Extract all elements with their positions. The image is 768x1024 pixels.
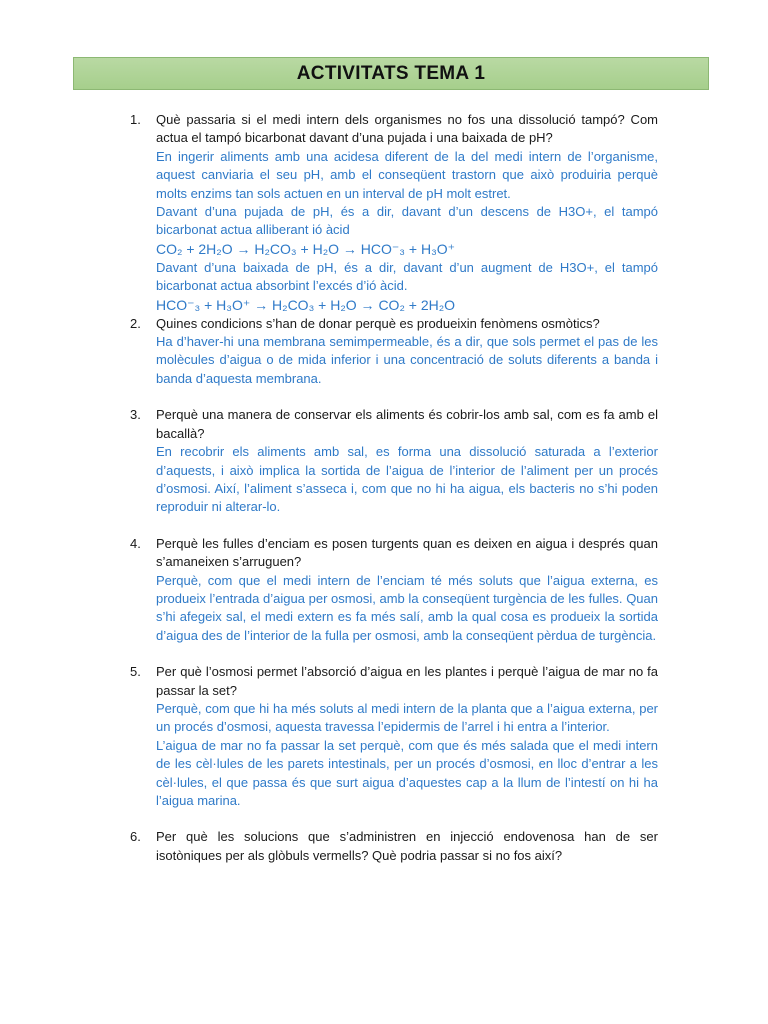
- questions-list: [130, 111, 658, 865]
- page-title: ACTIVITATS TEMA 1: [296, 62, 486, 84]
- answer-text: En ingerir aliments amb una acidesa diferent de la del medi intern de l’organisme, aquest canviaria el seu pH, amb el conseqüent trastorn que això produiria perquè molts enzims tan sols actuen en un interval de pH molt estret.: [156, 148, 658, 201]
- question-text: Per què les solucions que s’administren en injecció endovenosa han de ser isotòniques per als glòbuls vermells? Què podria passar si no fos així?: [156, 829, 658, 863]
- title-banner: [73, 57, 709, 90]
- question-number: 5.: [130, 664, 141, 680]
- question-text: Què passaria si el medi intern dels organismes no fos una dissolució tampó? Com actua el tampó bicarbonat davant d’una pujada i una baixada de pH?: [156, 112, 658, 146]
- chemical-equation: CO₂ + 2H₂O → H₂CO₃ + H₂O → HCO⁻₃ + H₃O⁺: [156, 240, 456, 257]
- question-text: Perquè una manera de conservar els aliments és cobrir-los amb sal, com es fa amb el bacallà?: [156, 407, 658, 441]
- question-item: [130, 663, 658, 810]
- answer-text: En recobrir els aliments amb sal, es forma una dissolució saturada a l’exterior d’aquests, i això implica la sortida de l’aigua de l’interior de l’aliment per un procés d’osmosi. Així, l’aliment s’asseca i, com que no hi ha aigua, els bacteris no s’hi poden reproduir ni alterar-lo.: [156, 444, 658, 515]
- question-number: 1.: [130, 112, 141, 127]
- question-item: [130, 111, 658, 315]
- answer-text: Perquè, com que el medi intern de l’enciam té més soluts que l’aigua externa, es produeix l’entrada d’aigua per osmosi, amb la conseqüent turgència de les fulles. Quan s’hi afegeix sal, el medi extern es fa més salí, amb la qual cosa es produeix la sortida d’aigua des de l’interior de la fulla per osmosi, amb la conseqüent pèrdua de turgència.: [156, 572, 658, 643]
- question-item: [130, 828, 658, 865]
- question-number: 3.: [130, 407, 141, 423]
- answer-text: Davant d’una baixada de pH, és a dir, davant d’un augment de H3O+, el tampó bicarbonat actua absorbint l’excés d’ió àcid.: [156, 259, 658, 294]
- answer-text: Ha d’haver-hi una membrana semimpermeable, és a dir, que sols permet el pas de les molècules d’aigua o de mida inferior i una concentració de soluts diferents a banda i banda d’aquesta membrana.: [156, 334, 658, 386]
- answer-text: Davant d’una pujada de pH, és a dir, davant d’un descens de H3O+, el tampó bicarbonat actua alliberant ió àcid: [156, 204, 658, 238]
- question-number: 4.: [130, 535, 141, 551]
- question-text: Quines condicions s’han de donar perquè es produeixin fenòmens osmòtics?: [156, 315, 600, 331]
- answer-text: Perquè, com que hi ha més soluts al medi intern de la planta que a l’aigua externa, per un procés d’osmosi, aquesta travessa l’epidermis de l’arrel i hi entra a l’interior.: [156, 700, 658, 735]
- question-number: 2.: [130, 315, 141, 331]
- question-item: [130, 406, 658, 516]
- question-number: 6.: [130, 829, 141, 845]
- question-item: [130, 535, 658, 645]
- question-text: Perquè les fulles d’enciam es posen turgents quan es deixen en aigua i després quan s’amaneixen s’arruguen?: [156, 535, 658, 570]
- chemical-equation: HCO⁻₃ + H₃O⁺ → H₂CO₃ + H₂O → CO₂ + 2H₂O: [156, 296, 456, 313]
- question-item: [130, 315, 658, 389]
- question-text: Per què l’osmosi permet l’absorció d’aigua en les plantes i perquè l’aigua de mar no fa passar la set?: [156, 664, 658, 698]
- answer-text: L’aigua de mar no fa passar la set perquè, com que és més salada que el medi intern de les cèl·lules de les parets intestinals, per un procés d’osmosi, en lloc d’entrar a les cèl·lules, el que passa és que surt aigua d’aquestes cap a la llum de l’intestí on hi ha l’aigua marina.: [156, 737, 658, 808]
